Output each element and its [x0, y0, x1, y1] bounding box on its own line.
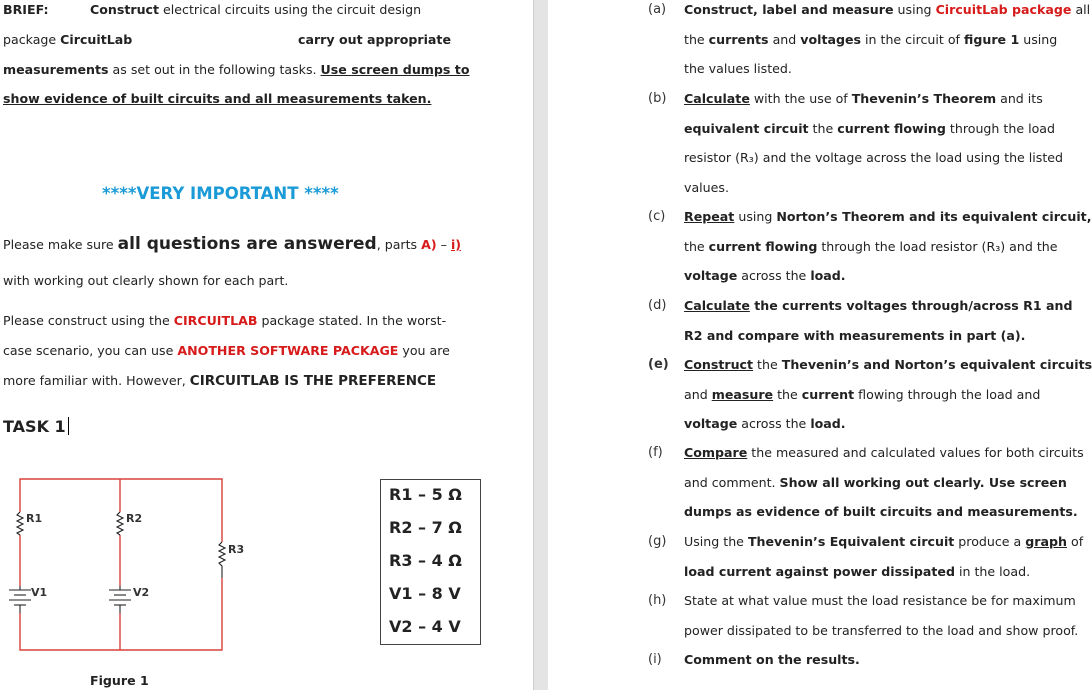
circuitlab-highlight: CIRCUITLAB	[173, 313, 258, 328]
task-f-text: Show all working out clearly. Use screen	[779, 475, 1067, 490]
brief-construct: Construct	[90, 2, 160, 17]
task-a-label: (a)	[648, 2, 667, 17]
task-a-text: using	[893, 2, 936, 17]
task-a-line-3: the values listed.	[684, 61, 792, 76]
construct-text: case scenario, you can use	[3, 343, 178, 358]
brief-text: package	[3, 32, 61, 47]
task-c-text: using	[734, 209, 777, 224]
construct-line-2	[3, 343, 450, 358]
circuit-diagram	[0, 470, 245, 660]
task-c-label: (c)	[648, 209, 666, 224]
task-g-line-1	[684, 534, 1083, 549]
task-a-text: and	[768, 32, 801, 47]
value-r3: R3 – 4 Ω	[389, 551, 462, 570]
task-c-text: voltage	[684, 268, 738, 283]
task-f-label: (f)	[648, 445, 663, 460]
task-c-text: the	[684, 239, 709, 254]
r1-label: R1	[26, 512, 43, 525]
v2-label: V2	[133, 586, 150, 599]
task-g-text: in the load.	[955, 564, 1031, 579]
brief-line-1	[3, 2, 49, 17]
task-c-text: across the	[737, 268, 811, 283]
task-g-text: Thevenin’s Equivalent circuit	[747, 534, 955, 549]
task-c-text: Norton’s Theorem and its equivalent circuit,	[776, 209, 1092, 224]
page-gutter	[533, 0, 549, 690]
r3-resistor	[219, 542, 225, 578]
r3-label: R3	[228, 543, 245, 556]
task-a-text: voltages	[800, 32, 862, 47]
task-a-text: all	[1071, 2, 1091, 17]
task-c-text: Repeat	[684, 209, 735, 224]
please-text: –	[436, 237, 451, 252]
part-i: i)	[450, 237, 462, 252]
task-b-line-3: resistor (R₃) and the voltage across the load using the listed	[684, 150, 1064, 165]
task-b-text: the	[808, 121, 838, 136]
value-r1: R1 – 5 Ω	[389, 485, 462, 504]
task-title: TASK 1	[3, 417, 66, 436]
task-f-text: and comment.	[684, 475, 780, 490]
r1-resistor	[17, 512, 23, 535]
task-b-text: Thevenin’s Theorem	[851, 91, 997, 106]
circuitlab-preference: CIRCUITLAB IS THE PREFERENCE	[189, 373, 437, 389]
brief-line-3	[3, 62, 469, 77]
task-d-line-1	[684, 298, 1073, 313]
task-b-line-4: values.	[684, 180, 729, 195]
task-c-text: through the load resistor (R₃) and the	[817, 239, 1058, 254]
please-text: , parts	[376, 237, 422, 252]
task-a-text: figure 1	[964, 32, 1020, 47]
construct-text: you are	[398, 343, 450, 358]
text-cursor	[68, 417, 69, 435]
task-f-line-2	[684, 475, 1067, 490]
task-e-text: the	[753, 357, 782, 372]
brief-line-1-text	[90, 2, 421, 17]
task-b-line-1	[684, 91, 1043, 106]
task-i-label: (i)	[648, 652, 662, 667]
task-c-text: current flowing	[708, 239, 818, 254]
task-h-label: (h)	[648, 593, 667, 608]
task-g-text: Using the	[684, 534, 748, 549]
task-d-text: Calculate	[684, 298, 750, 313]
value-r2: R2 – 7 Ω	[389, 518, 462, 537]
task-b-text: current flowing	[837, 121, 946, 136]
v1-label: V1	[31, 586, 48, 599]
task-b-line-2	[684, 121, 1055, 136]
task-f-line-3: dumps as evidence of built circuits and measurements.	[684, 504, 1078, 519]
r2-label: R2	[126, 512, 143, 525]
please-line-2: with working out clearly shown for each part.	[3, 273, 289, 288]
task-i-line-1: Comment on the results.	[684, 652, 860, 667]
task-e-text: across the	[737, 416, 811, 431]
task-a-text: currents	[708, 32, 769, 47]
task-d-text: the currents voltages through/across R1 and	[749, 298, 1073, 313]
brief-circuitlab: CircuitLab	[60, 32, 133, 47]
brief-screen-dumps: Use screen dumps to	[320, 62, 470, 77]
task-e-text: load.	[810, 416, 846, 431]
brief-measurements: measurements	[3, 62, 109, 77]
construct-line-3	[3, 373, 436, 389]
brief-label: BRIEF:	[3, 2, 49, 17]
task-heading[interactable]	[3, 417, 69, 436]
value-v1: V1 – 8 V	[389, 584, 461, 603]
task-g-text: produce a	[954, 534, 1026, 549]
task-c-line-2	[684, 239, 1058, 254]
task-a-text: using	[1019, 32, 1058, 47]
task-c-line-1	[684, 209, 1091, 224]
task-a-text: in the circuit of	[861, 32, 964, 47]
right-page	[548, 0, 1092, 690]
v1-battery	[9, 586, 31, 613]
please-text: Please make sure	[3, 237, 118, 252]
component-values-box	[380, 479, 481, 645]
all-questions-answered: all questions are answered	[117, 234, 377, 254]
construct-line-1	[3, 313, 446, 328]
please-line-1	[3, 234, 461, 254]
task-b-label: (b)	[648, 91, 667, 106]
task-g-text: load current against power dissipated	[684, 564, 955, 579]
task-e-text: Thevenin’s and Norton’s equivalent circuits	[781, 357, 1092, 372]
task-e-line-1	[684, 357, 1092, 372]
task-a-line-2	[684, 32, 1057, 47]
task-f-line-1	[684, 445, 1084, 460]
task-e-text: the	[773, 387, 802, 402]
task-b-text: with the use of	[749, 91, 852, 106]
left-page	[0, 0, 533, 690]
brief-text: electrical circuits using the circuit design	[159, 2, 422, 17]
very-important-heading: ****VERY IMPORTANT ****	[102, 184, 339, 203]
task-a-text: the	[684, 32, 709, 47]
task-f-text: Compare	[684, 445, 748, 460]
task-e-text: voltage	[684, 416, 738, 431]
part-a: A)	[421, 237, 437, 252]
r2-resistor	[117, 512, 123, 535]
task-e-label: (e)	[648, 357, 669, 372]
brief-line-2	[3, 32, 132, 47]
task-e-text: and	[684, 387, 712, 402]
task-b-text: through the load	[945, 121, 1055, 136]
brief-line-4: show evidence of built circuits and all measurements taken.	[3, 91, 432, 106]
task-b-text: and its	[996, 91, 1043, 106]
task-h-line-1: State at what value must the load resistance be for maximum	[684, 593, 1076, 608]
task-c-text: load.	[810, 268, 846, 283]
task-b-text: Calculate	[684, 91, 750, 106]
task-e-text: flowing through the load and	[854, 387, 1041, 402]
task-g-label: (g)	[648, 534, 667, 549]
task-g-line-2	[684, 564, 1030, 579]
task-f-text: the measured and calculated values for both circuits	[747, 445, 1084, 460]
another-package-highlight: ANOTHER SOFTWARE PACKAGE	[177, 343, 399, 358]
task-e-text: current	[801, 387, 855, 402]
task-a-circuitlab: CircuitLab package	[935, 2, 1072, 17]
task-e-text: measure	[711, 387, 774, 402]
task-a-line-1	[684, 2, 1090, 17]
construct-text: Please construct using the	[3, 313, 174, 328]
task-g-text: graph	[1025, 534, 1067, 549]
brief-text: as set out in the following tasks.	[108, 62, 321, 77]
task-e-line-3	[684, 416, 846, 431]
brief-line-2-right: carry out appropriate	[298, 32, 451, 47]
circuit-wires	[20, 479, 222, 650]
figure-caption: Figure 1	[90, 673, 149, 688]
task-g-text: of	[1067, 534, 1084, 549]
task-c-line-3	[684, 268, 846, 283]
task-d-line-2: R2 and compare with measurements in part (a).	[684, 328, 1026, 343]
task-e-line-2	[684, 387, 1040, 402]
construct-text: more familiar with. However,	[3, 373, 190, 388]
construct-text: package stated. In the worst-	[257, 313, 447, 328]
task-e-text: Construct	[684, 357, 754, 372]
value-v2: V2 – 4 V	[389, 617, 461, 636]
v2-battery	[109, 586, 131, 613]
task-b-text: equivalent circuit	[684, 121, 809, 136]
task-d-label: (d)	[648, 298, 667, 313]
task-h-line-2: power dissipated to be transferred to the load and show proof.	[684, 623, 1079, 638]
task-a-text: Construct, label and measure	[684, 2, 894, 17]
